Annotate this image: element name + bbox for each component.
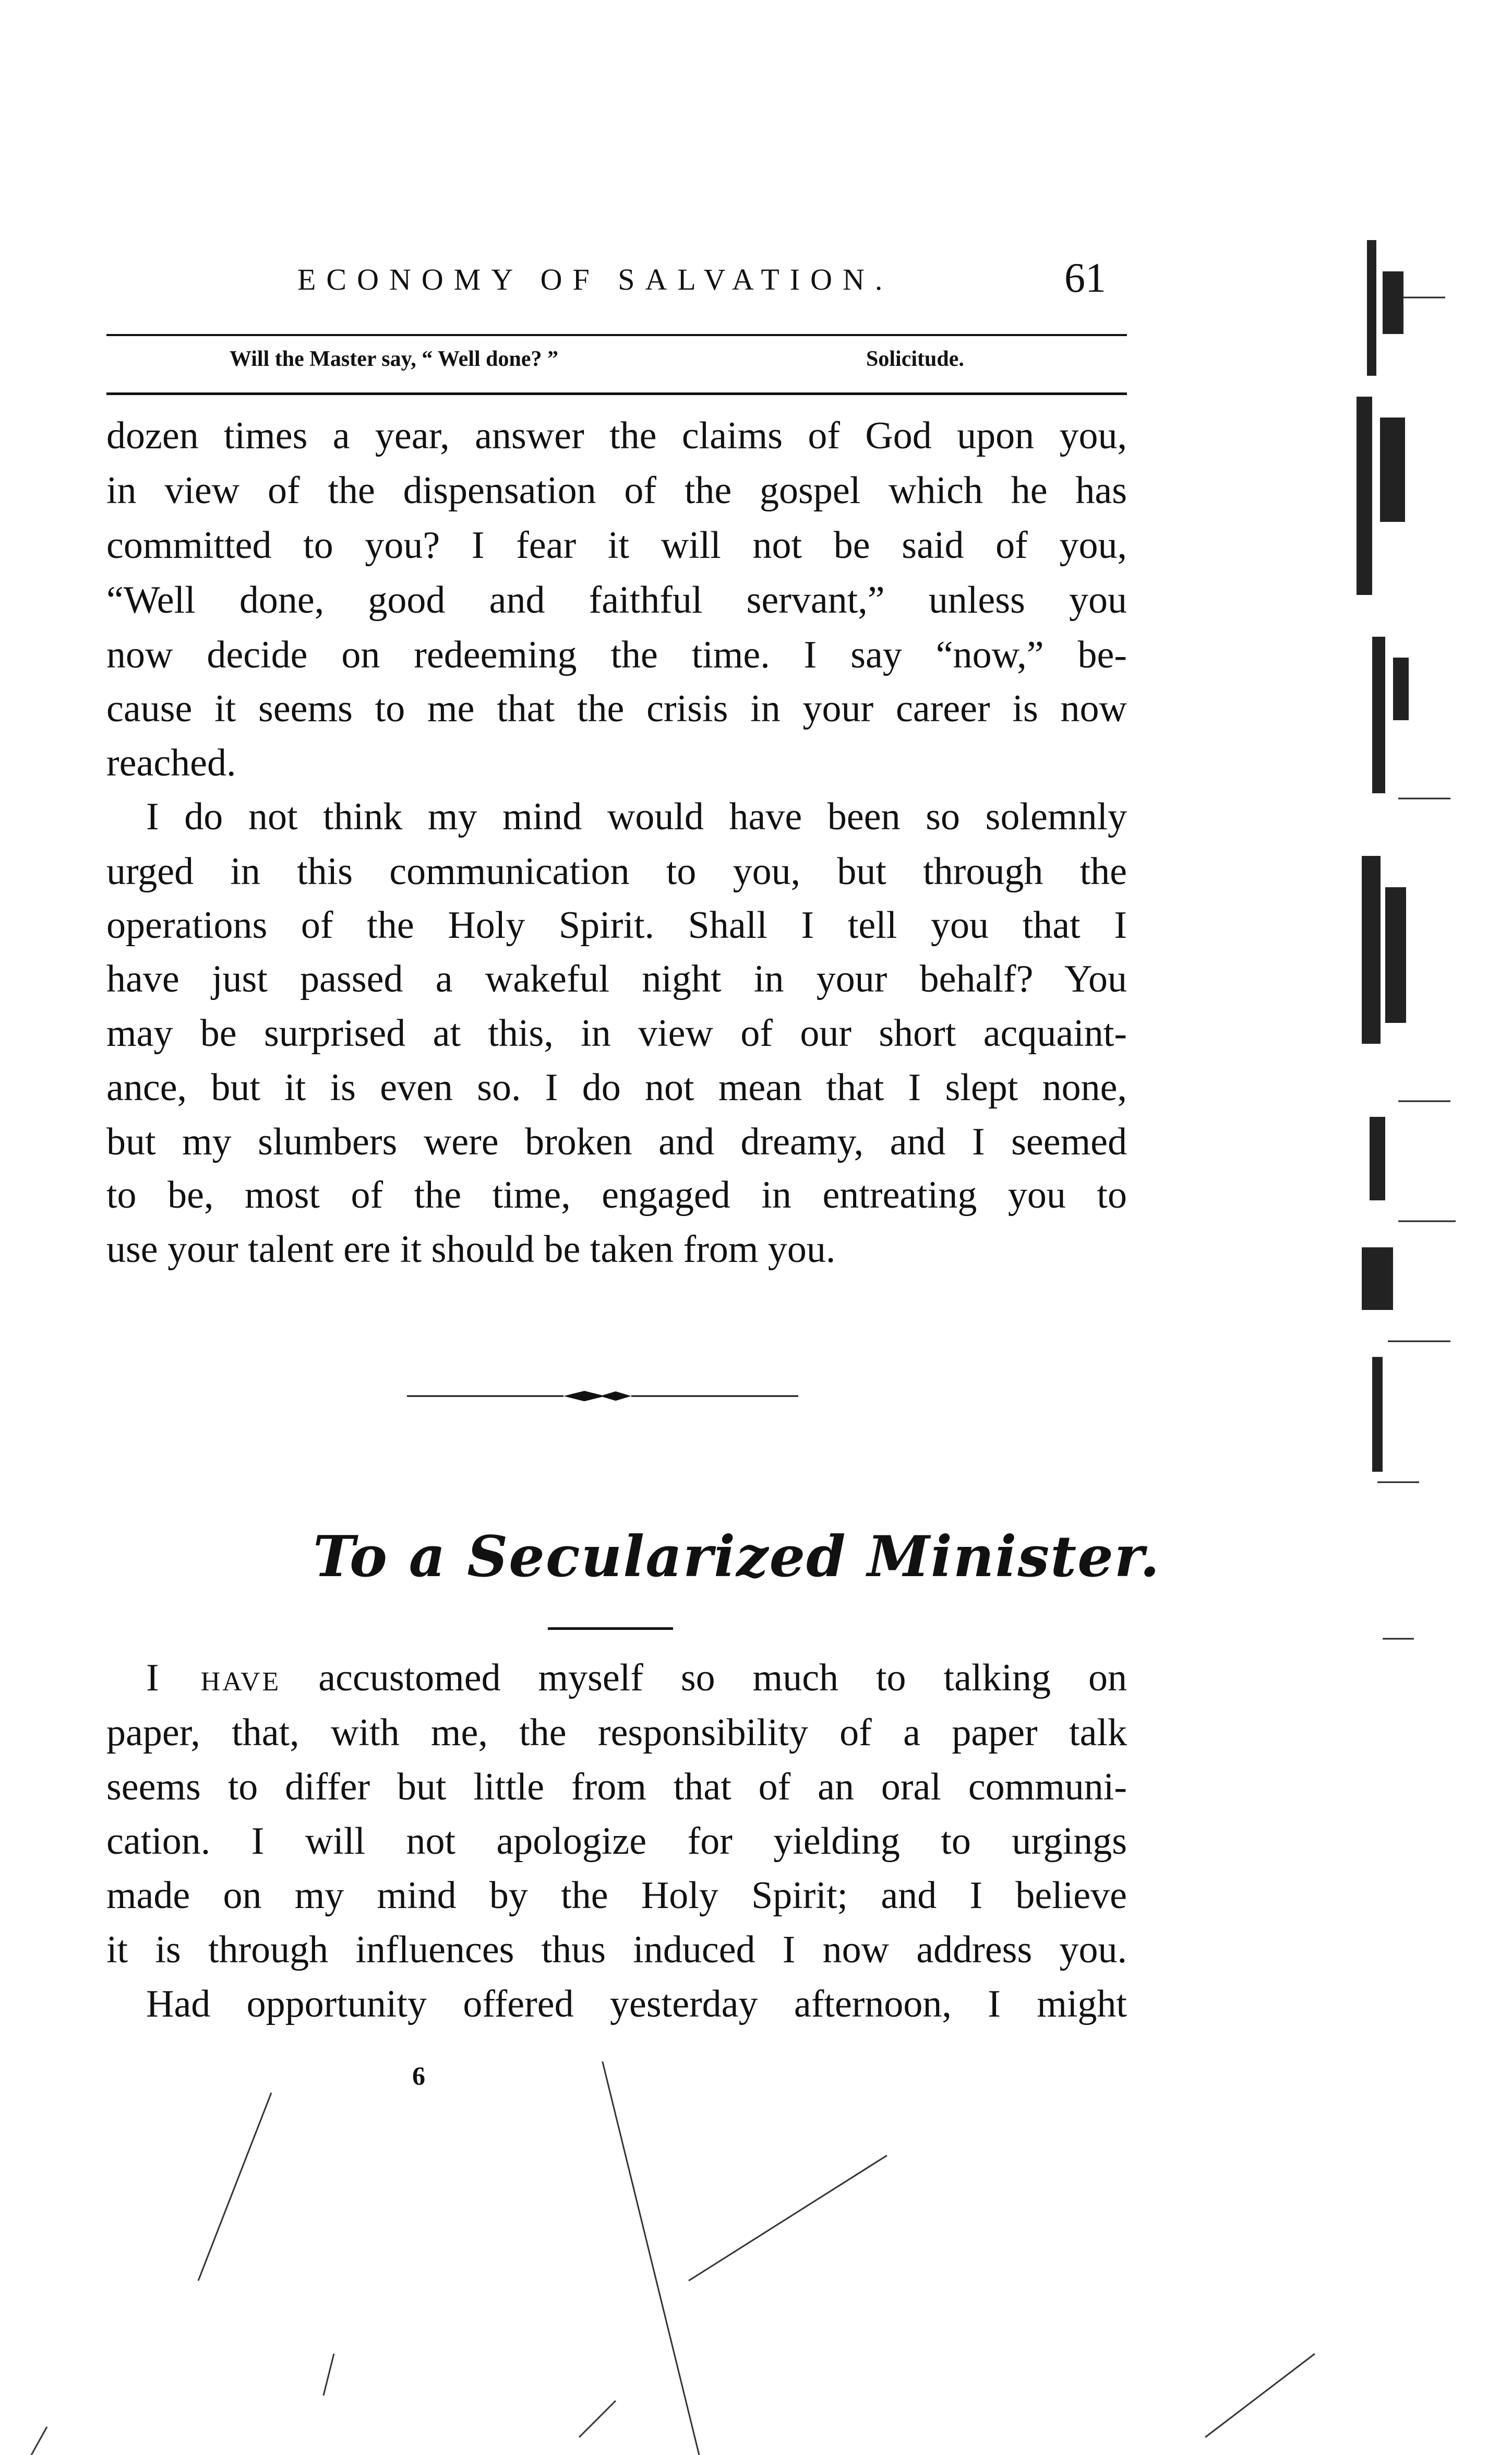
text-line: I do not think my mind would have been so solemnly <box>146 795 1127 838</box>
subhead-right: Solicitude. <box>866 347 964 371</box>
text-line: have just passed a wakeful night in your behalf? You <box>106 958 1127 1000</box>
text-line: in view of the dispensation of the gospel which he has <box>106 469 1127 512</box>
text-line: cation. I will not apologize for yielding to urgings <box>106 1820 1127 1863</box>
text-line <box>146 1652 1127 1704</box>
text-line: may be surprised at this, in view of our short acquaint- <box>106 1012 1127 1055</box>
header-bottom-rule <box>106 392 1127 395</box>
ornamental-divider <box>407 1388 798 1404</box>
text-line: operations of the Holy Spirit. Shall I tell you that I <box>106 904 1127 947</box>
text-line: dozen times a year, answer the claims of God upon you, <box>106 414 1127 457</box>
stray-marks <box>0 2061 1512 2455</box>
running-title: ECONOMY OF SALVATION. <box>297 263 893 296</box>
scan-edge-noise <box>1294 125 1512 1691</box>
text-line: “Well done, good and faithful servant,” unless you <box>106 579 1127 622</box>
text-line: committed to you? I fear it will not be said of you, <box>106 524 1127 567</box>
text-line: ance, but it is even so. I do not mean that I slept none, <box>106 1066 1127 1109</box>
section-title: To a Secularized Minister. <box>313 1524 1161 1590</box>
text-line: now decide on redeeming the time. I say “now,” be- <box>106 634 1127 676</box>
subhead-left: Will the Master say, “ Well done? ” <box>230 347 559 371</box>
text-line: to be, most of the time, engaged in entreating you to <box>106 1174 1127 1217</box>
text-span: accustomed myself so much to talking on <box>281 1656 1127 1699</box>
text-line: paper, that, with me, the responsibility of a paper talk <box>106 1711 1127 1754</box>
text-line: it is through influences thus induced I now address you. <box>106 1928 1127 1971</box>
text-line: cause it seems to me that the crisis in your career is now <box>106 687 1127 730</box>
text-line: but my slumbers were broken and dreamy, and I seemed <box>106 1121 1127 1163</box>
text-line: Had opportunity offered yesterday afternoon, I might <box>146 1983 1127 2025</box>
text-line: reached. <box>106 742 236 784</box>
text-line: use your talent ere it should be taken from you. <box>106 1228 836 1271</box>
text-line: urged in this communication to you, but through the <box>106 850 1127 893</box>
signature-mark: 6 <box>412 2061 425 2090</box>
header-top-rule <box>106 334 1127 336</box>
text-line: made on my mind by the Holy Spirit; and I believe <box>106 1874 1127 1917</box>
page-number: 61 <box>1064 255 1106 301</box>
title-underline <box>548 1627 673 1630</box>
opening-words: I have <box>146 1656 281 1699</box>
text-line: seems to differ but little from that of an oral communi- <box>106 1766 1127 1808</box>
